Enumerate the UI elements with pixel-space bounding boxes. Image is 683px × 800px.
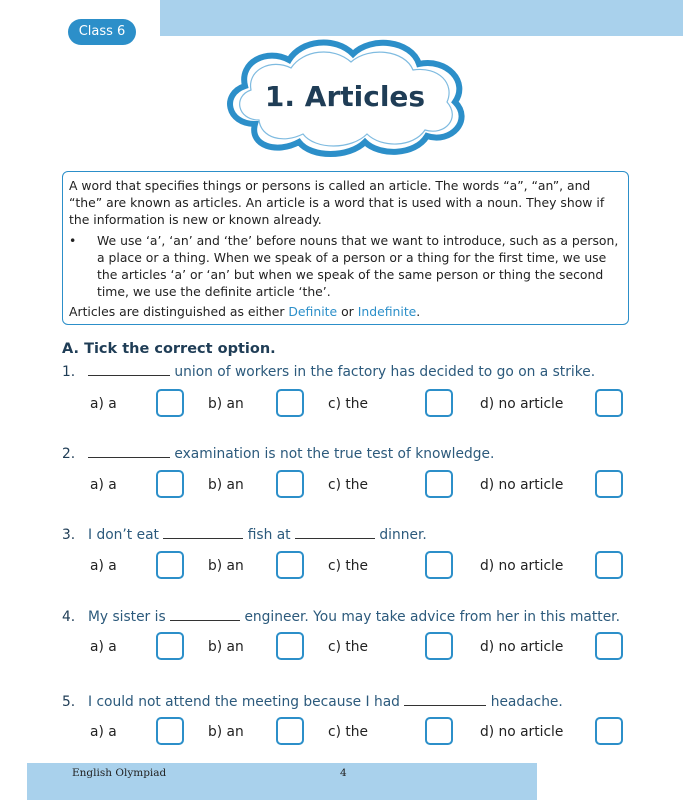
q2-option-a-label: a) a bbox=[90, 477, 117, 493]
chapter-title: 1. Articles bbox=[264, 80, 426, 113]
q1-option-c-label: c) the bbox=[328, 396, 368, 412]
question-5: 5. I could not attend the meeting because I had headache. bbox=[62, 694, 563, 710]
page-number: 4 bbox=[340, 767, 347, 779]
q2-option-b-label: b) an bbox=[208, 477, 244, 493]
q5-option-a-checkbox[interactable] bbox=[156, 717, 184, 745]
q3-option-b-label: b) an bbox=[208, 558, 244, 574]
q5-option-a-label: a) a bbox=[90, 724, 117, 740]
top-band bbox=[160, 0, 683, 36]
q3-option-c-checkbox[interactable] bbox=[425, 551, 453, 579]
question-4: 4. My sister is engineer. You may take advice from her in this matter. bbox=[62, 609, 620, 625]
question-2: 2. examination is not the true test of knowledge. bbox=[62, 446, 495, 462]
definition-closing: Articles are distinguished as either Definite or Indefinite. bbox=[69, 304, 421, 319]
q2-option-c-checkbox[interactable] bbox=[425, 470, 453, 498]
q5-option-b-checkbox[interactable] bbox=[276, 717, 304, 745]
definition-bullet bbox=[69, 232, 622, 300]
q4-option-c-label: c) the bbox=[328, 639, 368, 655]
class-badge: Class 6 bbox=[68, 19, 136, 45]
term-indefinite: Indefinite bbox=[357, 304, 417, 319]
definition-intro: A word that specifies things or persons is called an article. The words “a”, “an”, and “the” are known as articles. An article is a word that is used with a noun. They show if the information is new or known already. bbox=[69, 178, 605, 227]
q1-option-a-checkbox[interactable] bbox=[156, 389, 184, 417]
question-3: 3. I don’t eat fish at dinner. bbox=[62, 527, 427, 543]
q4-option-b-checkbox[interactable] bbox=[276, 632, 304, 660]
bullet-icon: • bbox=[69, 233, 77, 248]
q5-option-d-label: d) no article bbox=[480, 724, 564, 740]
section-heading: A. Tick the correct option. bbox=[62, 341, 276, 357]
q4-option-d-checkbox[interactable] bbox=[595, 632, 623, 660]
q5-option-c-checkbox[interactable] bbox=[425, 717, 453, 745]
question-1: 1. union of workers in the factory has decided to go on a strike. bbox=[62, 364, 596, 380]
q4-option-a-label: a) a bbox=[90, 639, 117, 655]
q3-option-a-checkbox[interactable] bbox=[156, 551, 184, 579]
q3-option-d-checkbox[interactable] bbox=[595, 551, 623, 579]
q2-option-d-checkbox[interactable] bbox=[595, 470, 623, 498]
q1-option-b-label: b) an bbox=[208, 396, 244, 412]
q5-option-c-label: c) the bbox=[328, 724, 368, 740]
q3-option-c-label: c) the bbox=[328, 558, 368, 574]
footer-book-title: English Olympiad bbox=[72, 767, 167, 779]
q3-option-a-label: a) a bbox=[90, 558, 117, 574]
q4-option-d-label: d) no article bbox=[480, 639, 564, 655]
term-definite: Definite bbox=[288, 304, 338, 319]
q4-option-c-checkbox[interactable] bbox=[425, 632, 453, 660]
q3-option-d-label: d) no article bbox=[480, 558, 564, 574]
q3-option-b-checkbox[interactable] bbox=[276, 551, 304, 579]
q1-option-c-checkbox[interactable] bbox=[425, 389, 453, 417]
q4-option-a-checkbox[interactable] bbox=[156, 632, 184, 660]
q1-option-d-label: d) no article bbox=[480, 396, 564, 412]
q1-option-a-label: a) a bbox=[90, 396, 117, 412]
definition-box bbox=[62, 171, 629, 325]
q1-option-d-checkbox[interactable] bbox=[595, 389, 623, 417]
q2-option-c-label: c) the bbox=[328, 477, 368, 493]
q2-option-b-checkbox[interactable] bbox=[276, 470, 304, 498]
q5-option-b-label: b) an bbox=[208, 724, 244, 740]
q1-option-b-checkbox[interactable] bbox=[276, 389, 304, 417]
q2-option-d-label: d) no article bbox=[480, 477, 564, 493]
bullet-text: We use ‘a’, ‘an’ and ‘the’ before nouns that we want to introduce, such as a person, a place or a thing. When we speak of a person or a thing for the first time, we use the articles ‘a’ or ‘an’ but when we speak of the same person or thing the second time, we use the definite article ‘the’. bbox=[97, 233, 619, 299]
q2-option-a-checkbox[interactable] bbox=[156, 470, 184, 498]
q4-option-b-label: b) an bbox=[208, 639, 244, 655]
q5-option-d-checkbox[interactable] bbox=[595, 717, 623, 745]
